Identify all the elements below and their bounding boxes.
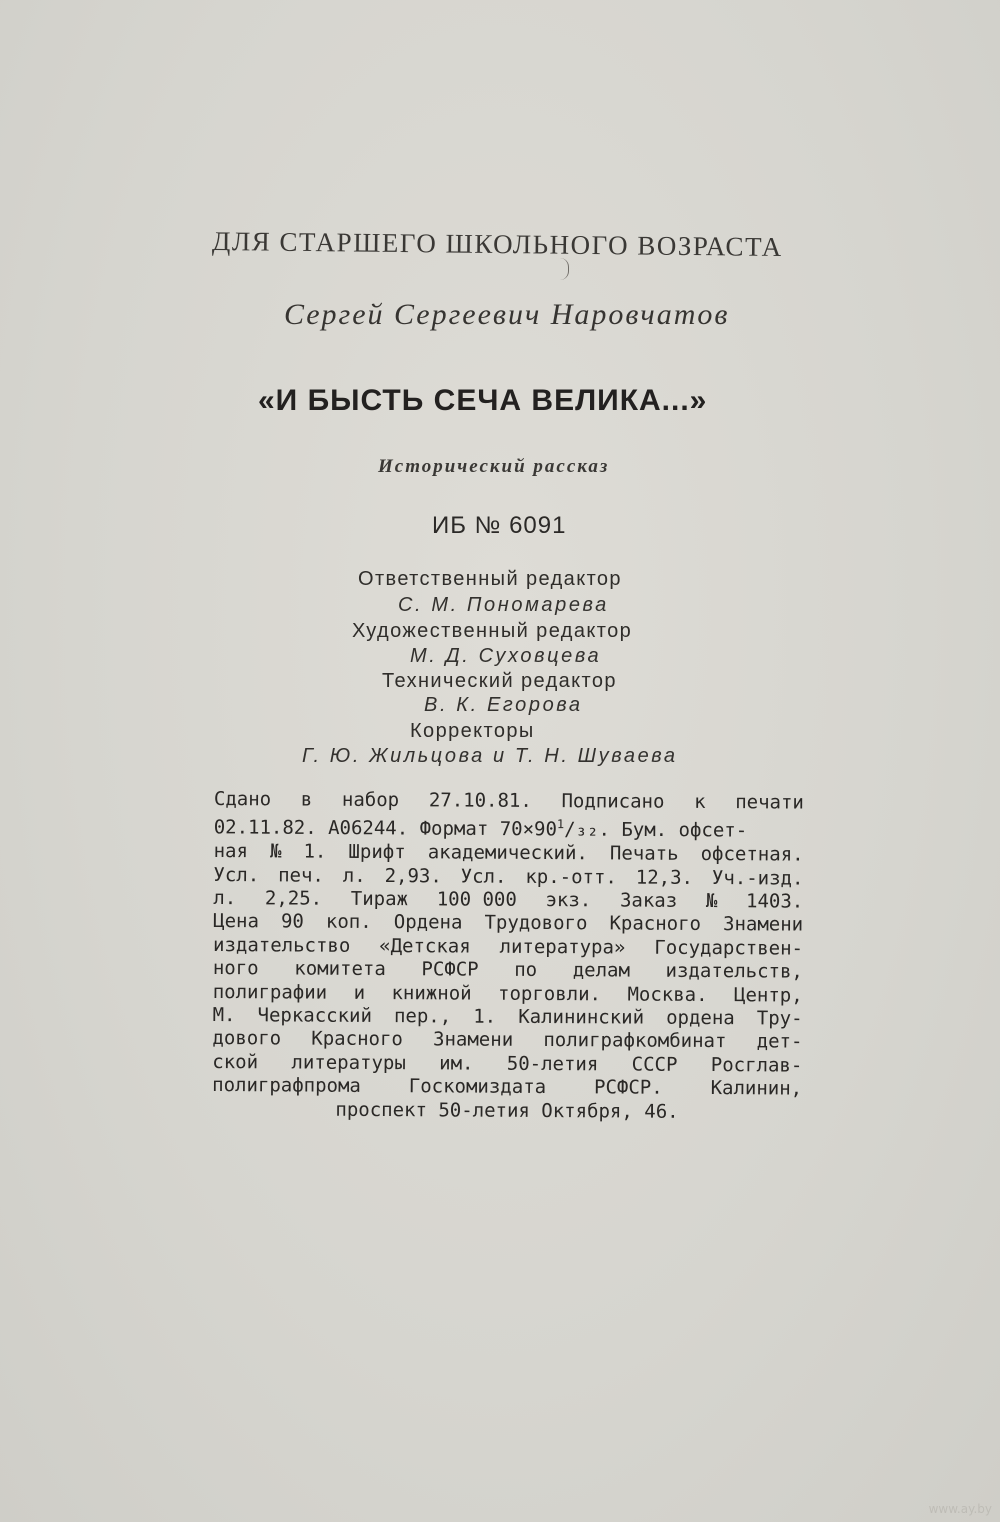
credit-role: Художественный редактор bbox=[352, 620, 633, 642]
imprint-word: Сдано bbox=[213, 788, 272, 811]
genre-subtitle: Исторический рассказ bbox=[378, 456, 610, 477]
imprint-word: Государствен- bbox=[654, 936, 804, 960]
imprint-word: Усл. bbox=[213, 863, 260, 886]
imprint-word: издательств, bbox=[665, 959, 803, 983]
imprint-word: набор bbox=[341, 788, 400, 812]
imprint-address: проспект 50-летия Октября, 46. bbox=[335, 1098, 679, 1123]
imprint-word: Центр, bbox=[733, 983, 803, 1007]
imprint-word: книжной bbox=[391, 981, 472, 1005]
imprint-line bbox=[214, 811, 804, 843]
imprint-word: Москва. bbox=[627, 983, 708, 1006]
imprint-word: торговли. bbox=[498, 982, 602, 1005]
imprint-word: Цена bbox=[213, 910, 260, 933]
imprint-word: ордена bbox=[666, 1006, 735, 1030]
imprint-word: РСФСР. bbox=[593, 1076, 663, 1099]
pencil-mark bbox=[560, 258, 569, 280]
imprint-word: 100 000 bbox=[436, 888, 517, 911]
imprint-word: дет- bbox=[756, 1030, 803, 1053]
imprint-word: коп. bbox=[325, 911, 372, 934]
imprint-word: пер., bbox=[393, 1005, 452, 1028]
imprint-word: полиграфкомбинат bbox=[543, 1029, 727, 1053]
imprint-line bbox=[212, 1074, 802, 1101]
imprint-word: 2,25. bbox=[264, 887, 323, 910]
imprint-word: академический. bbox=[427, 841, 588, 865]
imprint-word: экз. bbox=[545, 888, 592, 912]
imprint-word: издательство bbox=[212, 933, 351, 957]
imprint-word: к bbox=[694, 790, 706, 814]
imprint-word: Красного bbox=[311, 1027, 403, 1051]
imprint-word: Уч.-изд. bbox=[711, 866, 804, 890]
imprint-word: М. bbox=[212, 1003, 236, 1027]
imprint-word: литература» bbox=[499, 935, 626, 959]
imprint-word: Госкомиздата bbox=[408, 1075, 547, 1099]
imprint-word: по bbox=[514, 959, 538, 982]
series-heading: ДЛЯ СТАРШЕГО ШКОЛЬНОГО ВОЗРАСТА bbox=[211, 226, 783, 262]
imprint-word: 1403. bbox=[745, 890, 804, 913]
imprint-word: 12,3. bbox=[635, 866, 694, 889]
imprint-word: литературы bbox=[291, 1051, 406, 1074]
imprint-word: в bbox=[300, 788, 313, 811]
imprint-word: 50-летия bbox=[506, 1052, 599, 1076]
credit-role: Технический редактор bbox=[382, 670, 617, 692]
imprint-format-text: 02.11.82. А06244. Формат $70\times 90^1/_{32}$. Бум. офсет- bbox=[213, 816, 748, 842]
imprint-line bbox=[213, 1004, 803, 1031]
imprint-word: 2,93. bbox=[384, 864, 442, 887]
imprint-word: Красного bbox=[609, 912, 702, 936]
credit-person: Г. Ю. Жильцова и Т. Н. Шуваева bbox=[302, 745, 678, 767]
imprint-word: Ордена bbox=[393, 911, 463, 934]
credit-person: С. М. Пономарева bbox=[398, 594, 609, 616]
imprint-word: Калининский bbox=[518, 1005, 645, 1029]
credit-role: Ответственный редактор bbox=[358, 568, 622, 590]
imprint-word: печати bbox=[735, 791, 804, 814]
imprint-word: делам bbox=[572, 959, 631, 982]
book-title: «И БЫСТЬ СЕЧА ВЕЛИКА...» bbox=[258, 384, 708, 417]
imprint-word: Тру- bbox=[756, 1007, 803, 1030]
imprint-word: «Детская bbox=[379, 934, 471, 958]
imprint-word: Тираж bbox=[350, 887, 409, 911]
credit-role: Корректоры bbox=[410, 720, 535, 742]
imprint-word: ного bbox=[212, 957, 259, 980]
imprint-word: РСФСР bbox=[421, 958, 479, 981]
imprint-word: 90 bbox=[280, 910, 304, 933]
imprint-word: полиграфии bbox=[212, 980, 328, 1004]
imprint-word: дового bbox=[212, 1027, 282, 1050]
ib-number: ИБ № 6091 bbox=[432, 512, 567, 539]
imprint-word: печ. bbox=[278, 863, 324, 887]
imprint-word: офсетная. bbox=[700, 843, 804, 866]
imprint-word: Трудового bbox=[484, 912, 588, 935]
imprint-word: № bbox=[705, 889, 718, 913]
imprint-word: комитета bbox=[294, 957, 386, 981]
imprint-word: Усл. bbox=[460, 865, 507, 888]
imprint-word: л. bbox=[342, 864, 366, 887]
author-name: Сергей Сергеевич Наровчатов bbox=[284, 298, 730, 331]
imprint-word: Печать bbox=[609, 842, 679, 865]
imprint-word: ской bbox=[212, 1050, 259, 1074]
imprint-word: Калинин, bbox=[710, 1077, 803, 1100]
credit-person: М. Д. Суховцева bbox=[410, 645, 602, 667]
imprint-word: л. bbox=[213, 886, 237, 910]
imprint-word: Заказ bbox=[619, 889, 678, 912]
imprint-word: полиграфпрома bbox=[212, 1074, 361, 1098]
imprint-word: Подписано bbox=[561, 790, 665, 813]
imprint-word: Знамени bbox=[433, 1028, 514, 1052]
imprint-word: им. bbox=[439, 1052, 474, 1075]
imprint-block bbox=[212, 788, 804, 1125]
credit-person: В. К. Егорова bbox=[424, 694, 583, 716]
imprint-word: и bbox=[353, 981, 366, 1004]
imprint-word: 27.10.81. bbox=[428, 789, 532, 812]
imprint-word: Знамени bbox=[723, 913, 804, 936]
imprint-word: Росглав- bbox=[710, 1053, 803, 1077]
imprint-word: СССР bbox=[631, 1053, 678, 1076]
imprint-word: 1. bbox=[303, 840, 327, 863]
imprint-word: ная bbox=[213, 840, 249, 863]
imprint-line bbox=[212, 1098, 802, 1125]
imprint-word: 1. bbox=[473, 1005, 497, 1028]
imprint-word: № bbox=[269, 840, 282, 863]
imprint-word: Черкасский bbox=[257, 1004, 373, 1027]
imprint-word: Шрифт bbox=[348, 840, 406, 864]
watermark: www.ay.by bbox=[928, 1502, 992, 1516]
imprint-word: кр.-отт. bbox=[525, 865, 617, 889]
